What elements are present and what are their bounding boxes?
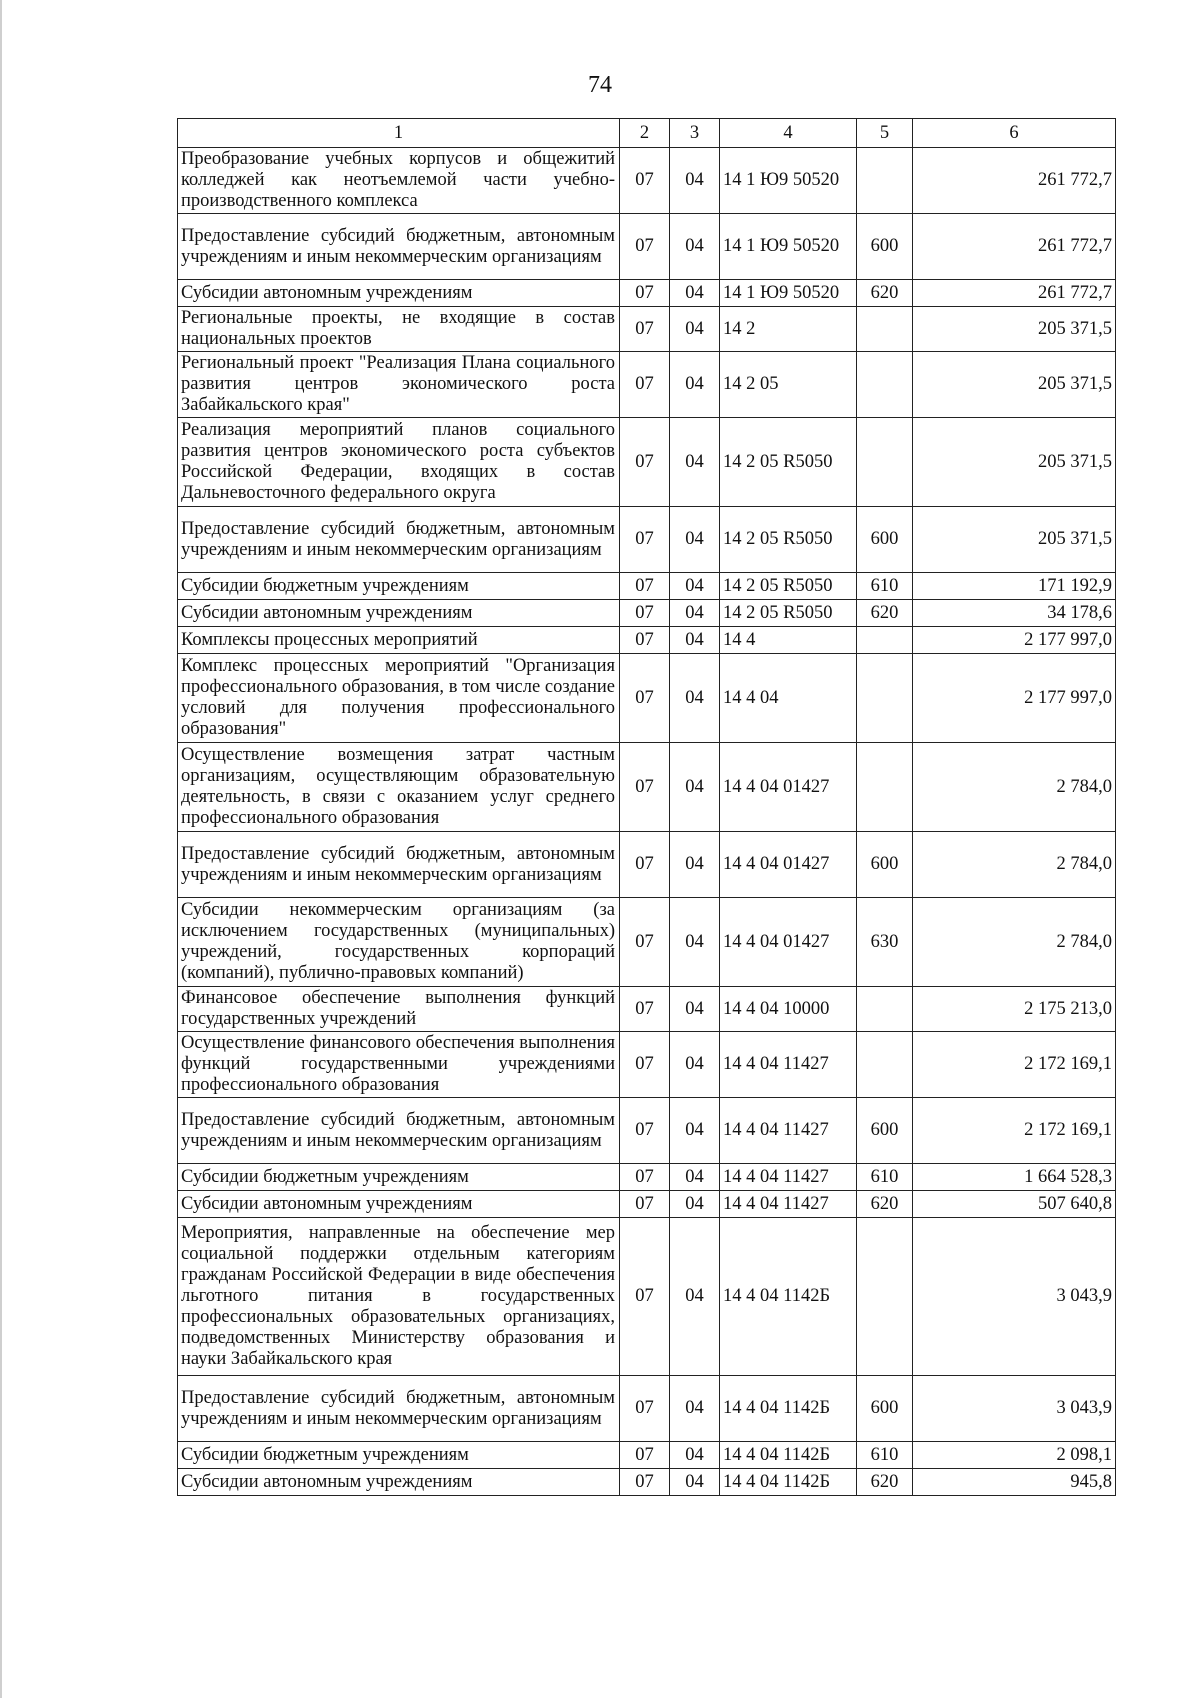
cell-name: Мероприятия, направленные на обеспечение мер социальной поддержки отдельным категориям гражданам Российской Федерации в виде обеспечения льготного питания в государственных профессиональных образовательных организациях, подведомственных Министерству образования и науки Забайкальского края — [178, 1218, 620, 1376]
cell-name: Субсидии автономным учреждениям — [178, 1469, 620, 1496]
cell-expense-type — [857, 743, 913, 832]
cell-subsection: 04 — [670, 352, 720, 418]
cell-section: 07 — [620, 1032, 670, 1098]
cell-section: 07 — [620, 1218, 670, 1376]
table-row — [178, 1191, 1116, 1218]
cell-subsection: 04 — [670, 1442, 720, 1469]
table-row — [178, 627, 1116, 654]
table-row — [178, 1376, 1116, 1442]
cell-expense-type — [857, 1032, 913, 1098]
cell-amount: 261 772,7 — [913, 214, 1116, 280]
cell-expense-type — [857, 148, 913, 214]
cell-section: 07 — [620, 1191, 670, 1218]
cell-subsection: 04 — [670, 600, 720, 627]
cell-name: Предоставление субсидий бюджетным, автономным учреждениям и иным некоммерческим организациям — [178, 1098, 620, 1164]
cell-target-article: 14 4 04 1142Б — [720, 1442, 857, 1469]
cell-target-article: 14 4 04 1142Б — [720, 1469, 857, 1496]
table-row — [178, 743, 1116, 832]
cell-name: Реализация мероприятий планов социального развития центров экономического роста субъектов Российской Федерации, входящих в состав Дальневосточного федерального округа — [178, 418, 620, 507]
cell-amount: 2 172 169,1 — [913, 1032, 1116, 1098]
table-row — [178, 1218, 1116, 1376]
cell-target-article: 14 4 04 10000 — [720, 987, 857, 1032]
cell-name: Комплексы процессных мероприятий — [178, 627, 620, 654]
cell-subsection: 04 — [670, 307, 720, 352]
header-cell-section: 2 — [620, 119, 670, 148]
cell-expense-type: 610 — [857, 1442, 913, 1469]
cell-amount: 3 043,9 — [913, 1376, 1116, 1442]
cell-section: 07 — [620, 654, 670, 743]
cell-subsection: 04 — [670, 832, 720, 898]
cell-amount: 261 772,7 — [913, 148, 1116, 214]
table-row — [178, 148, 1116, 214]
cell-subsection: 04 — [670, 898, 720, 987]
cell-name: Осуществление возмещения затрат частным организациям, осуществляющим образовательную деятельность, в связи с оказанием услуг среднего профессионального образования — [178, 743, 620, 832]
cell-target-article: 14 4 04 01427 — [720, 743, 857, 832]
table-row — [178, 898, 1116, 987]
table-row — [178, 832, 1116, 898]
cell-expense-type — [857, 627, 913, 654]
budget-table — [177, 118, 1116, 1496]
cell-amount: 2 784,0 — [913, 898, 1116, 987]
cell-amount: 205 371,5 — [913, 507, 1116, 573]
cell-amount: 2 177 997,0 — [913, 654, 1116, 743]
cell-section: 07 — [620, 743, 670, 832]
cell-expense-type — [857, 987, 913, 1032]
cell-expense-type: 600 — [857, 507, 913, 573]
table-row — [178, 987, 1116, 1032]
cell-name: Субсидии некоммерческим организациям (за исключением государственных (муниципальных) учреждений, государственных корпораций (компаний), публично-правовых компаний) — [178, 898, 620, 987]
cell-amount: 171 192,9 — [913, 573, 1116, 600]
cell-target-article: 14 2 05 R5050 — [720, 600, 857, 627]
cell-amount: 2 784,0 — [913, 832, 1116, 898]
cell-section: 07 — [620, 280, 670, 307]
cell-section: 07 — [620, 898, 670, 987]
cell-subsection: 04 — [670, 507, 720, 573]
cell-section: 07 — [620, 627, 670, 654]
cell-expense-type — [857, 654, 913, 743]
cell-target-article: 14 1 Ю9 50520 — [720, 148, 857, 214]
cell-subsection: 04 — [670, 148, 720, 214]
cell-section: 07 — [620, 600, 670, 627]
cell-amount: 2 098,1 — [913, 1442, 1116, 1469]
cell-name: Субсидии бюджетным учреждениям — [178, 573, 620, 600]
page-number: 74 — [588, 72, 612, 98]
cell-subsection: 04 — [670, 1376, 720, 1442]
cell-subsection: 04 — [670, 1191, 720, 1218]
cell-section: 07 — [620, 832, 670, 898]
table-body — [178, 148, 1116, 1496]
table-row — [178, 1442, 1116, 1469]
cell-name: Субсидии бюджетным учреждениям — [178, 1442, 620, 1469]
cell-target-article: 14 2 — [720, 307, 857, 352]
table-row — [178, 573, 1116, 600]
cell-subsection: 04 — [670, 654, 720, 743]
cell-expense-type — [857, 352, 913, 418]
cell-section: 07 — [620, 1098, 670, 1164]
cell-name: Комплекс процессных мероприятий "Организация профессионального образования, в том числе создание условий для получения профессионального образования" — [178, 654, 620, 743]
cell-expense-type — [857, 1218, 913, 1376]
header-cell-subsection: 3 — [670, 119, 720, 148]
cell-name: Региональные проекты, не входящие в состав национальных проектов — [178, 307, 620, 352]
table-row — [178, 1098, 1116, 1164]
cell-subsection: 04 — [670, 1164, 720, 1191]
cell-name: Предоставление субсидий бюджетным, автономным учреждениям и иным некоммерческим организациям — [178, 214, 620, 280]
table-row — [178, 1032, 1116, 1098]
cell-subsection: 04 — [670, 214, 720, 280]
cell-name: Субсидии автономным учреждениям — [178, 1191, 620, 1218]
cell-expense-type: 620 — [857, 600, 913, 627]
cell-target-article: 14 4 04 — [720, 654, 857, 743]
header-cell-name: 1 — [178, 119, 620, 148]
cell-section: 07 — [620, 1376, 670, 1442]
table-row — [178, 214, 1116, 280]
cell-expense-type: 610 — [857, 573, 913, 600]
header-cell-target-article: 4 — [720, 119, 857, 148]
cell-section: 07 — [620, 148, 670, 214]
cell-target-article: 14 4 04 01427 — [720, 832, 857, 898]
table-row — [178, 507, 1116, 573]
cell-subsection: 04 — [670, 1032, 720, 1098]
cell-amount: 205 371,5 — [913, 307, 1116, 352]
cell-name: Предоставление субсидий бюджетным, автономным учреждениям и иным некоммерческим организациям — [178, 507, 620, 573]
cell-target-article: 14 4 04 1142Б — [720, 1218, 857, 1376]
cell-section: 07 — [620, 1442, 670, 1469]
cell-expense-type: 600 — [857, 1376, 913, 1442]
table-row — [178, 1164, 1116, 1191]
cell-name: Предоставление субсидий бюджетным, автономным учреждениям и иным некоммерческим организациям — [178, 1376, 620, 1442]
cell-subsection: 04 — [670, 1218, 720, 1376]
cell-section: 07 — [620, 573, 670, 600]
cell-amount: 205 371,5 — [913, 352, 1116, 418]
cell-expense-type: 620 — [857, 1191, 913, 1218]
table-row — [178, 1469, 1116, 1496]
cell-amount: 1 664 528,3 — [913, 1164, 1116, 1191]
cell-section: 07 — [620, 507, 670, 573]
cell-subsection: 04 — [670, 987, 720, 1032]
cell-expense-type — [857, 418, 913, 507]
cell-subsection: 04 — [670, 280, 720, 307]
cell-expense-type: 600 — [857, 832, 913, 898]
table-row — [178, 352, 1116, 418]
cell-target-article: 14 2 05 R5050 — [720, 507, 857, 573]
cell-name: Субсидии автономным учреждениям — [178, 280, 620, 307]
table-row — [178, 418, 1116, 507]
cell-subsection: 04 — [670, 743, 720, 832]
cell-section: 07 — [620, 214, 670, 280]
cell-amount: 261 772,7 — [913, 280, 1116, 307]
cell-section: 07 — [620, 352, 670, 418]
cell-amount: 945,8 — [913, 1469, 1116, 1496]
table-row — [178, 600, 1116, 627]
cell-subsection: 04 — [670, 418, 720, 507]
cell-target-article: 14 4 — [720, 627, 857, 654]
header-cell-amount: 6 — [913, 119, 1116, 148]
cell-section: 07 — [620, 987, 670, 1032]
table-row — [178, 654, 1116, 743]
cell-amount: 34 178,6 — [913, 600, 1116, 627]
scan-edge — [0, 0, 2, 1698]
cell-section: 07 — [620, 1164, 670, 1191]
cell-name: Финансовое обеспечение выполнения функций государственных учреждений — [178, 987, 620, 1032]
cell-name: Субсидии автономным учреждениям — [178, 600, 620, 627]
cell-target-article: 14 4 04 01427 — [720, 898, 857, 987]
cell-amount: 2 172 169,1 — [913, 1098, 1116, 1164]
table-row — [178, 280, 1116, 307]
cell-amount: 205 371,5 — [913, 418, 1116, 507]
cell-expense-type: 630 — [857, 898, 913, 987]
table-header-row — [178, 119, 1116, 148]
cell-name: Субсидии бюджетным учреждениям — [178, 1164, 620, 1191]
table-row — [178, 307, 1116, 352]
cell-amount: 2 784,0 — [913, 743, 1116, 832]
cell-section: 07 — [620, 307, 670, 352]
cell-expense-type: 600 — [857, 1098, 913, 1164]
cell-name: Региональный проект "Реализация Плана социального развития центров экономического роста Забайкальского края" — [178, 352, 620, 418]
cell-expense-type: 620 — [857, 1469, 913, 1496]
cell-target-article: 14 4 04 11427 — [720, 1191, 857, 1218]
header-cell-expense-type: 5 — [857, 119, 913, 148]
cell-target-article: 14 1 Ю9 50520 — [720, 214, 857, 280]
cell-amount: 2 175 213,0 — [913, 987, 1116, 1032]
cell-name: Осуществление финансового обеспечения выполнения функций государственными учреждениями профессионального образования — [178, 1032, 620, 1098]
cell-subsection: 04 — [670, 627, 720, 654]
cell-target-article: 14 4 04 11427 — [720, 1164, 857, 1191]
cell-name: Преобразование учебных корпусов и общежитий колледжей как неотъемлемой части учебно-производственного комплекса — [178, 148, 620, 214]
cell-target-article: 14 2 05 R5050 — [720, 573, 857, 600]
cell-amount: 507 640,8 — [913, 1191, 1116, 1218]
cell-expense-type: 610 — [857, 1164, 913, 1191]
cell-subsection: 04 — [670, 573, 720, 600]
cell-expense-type: 620 — [857, 280, 913, 307]
cell-expense-type — [857, 307, 913, 352]
cell-amount: 2 177 997,0 — [913, 627, 1116, 654]
cell-subsection: 04 — [670, 1469, 720, 1496]
cell-subsection: 04 — [670, 1098, 720, 1164]
cell-target-article: 14 4 04 1142Б — [720, 1376, 857, 1442]
cell-target-article: 14 4 04 11427 — [720, 1032, 857, 1098]
cell-amount: 3 043,9 — [913, 1218, 1116, 1376]
cell-section: 07 — [620, 1469, 670, 1496]
cell-target-article: 14 4 04 11427 — [720, 1098, 857, 1164]
cell-target-article: 14 2 05 — [720, 352, 857, 418]
cell-name: Предоставление субсидий бюджетным, автономным учреждениям и иным некоммерческим организациям — [178, 832, 620, 898]
cell-section: 07 — [620, 418, 670, 507]
cell-expense-type: 600 — [857, 214, 913, 280]
cell-target-article: 14 2 05 R5050 — [720, 418, 857, 507]
cell-target-article: 14 1 Ю9 50520 — [720, 280, 857, 307]
